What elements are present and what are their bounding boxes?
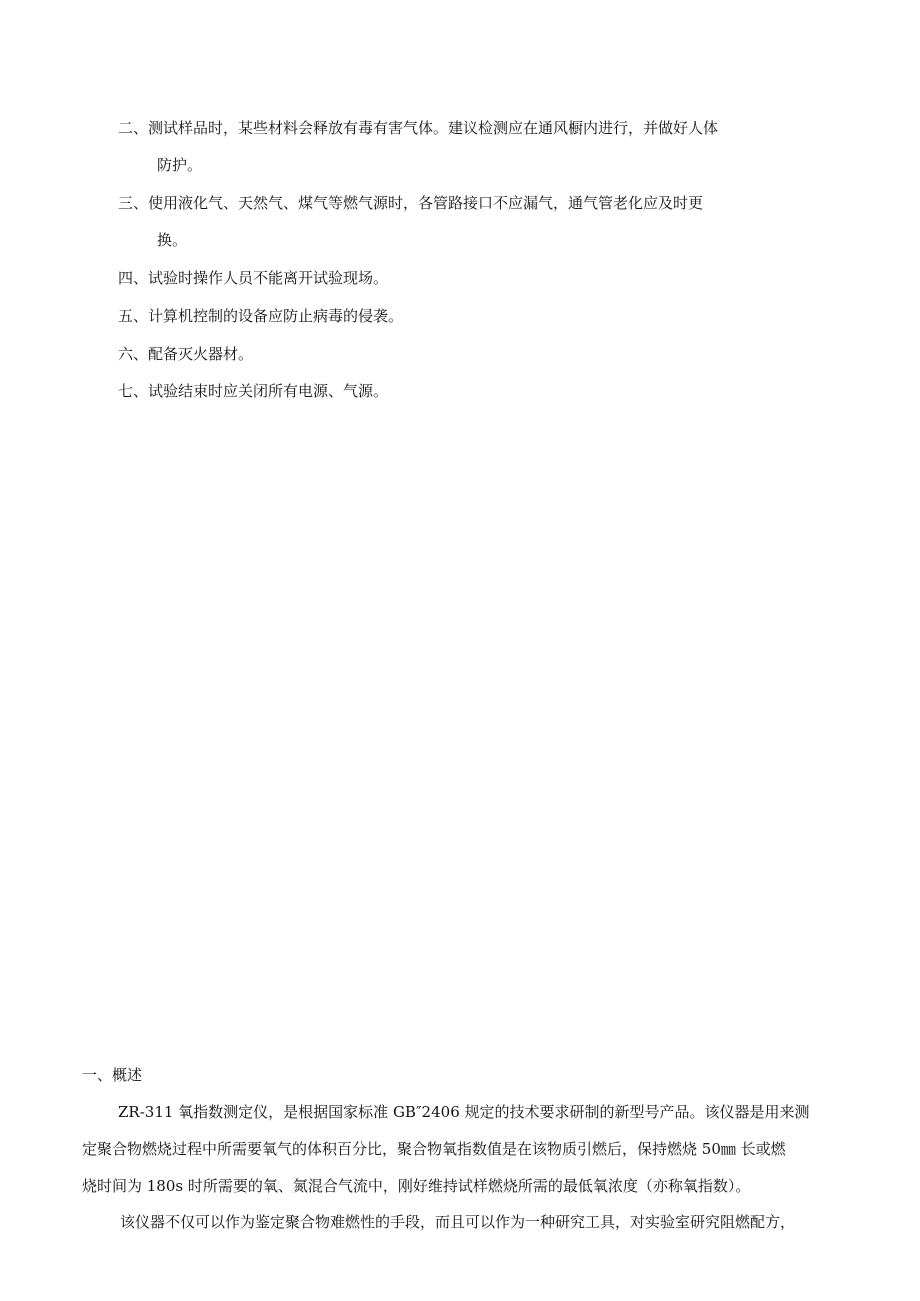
safety-item-3-line2: 换。 [157, 231, 188, 249]
safety-item-3-line1: 三、使用液化气、天然气、煤气等燃气源时，各管路接口不应漏气，通气管老化应及时更 [118, 194, 704, 212]
overview-p1-line2: 定聚合物燃烧过程中所需要氧气的体积百分比，聚合物氧指数值是在该物质引燃后，保持燃烧 50㎜ 长或燃 [82, 1140, 786, 1158]
safety-item-2-line1: 二、测试样品时，某些材料会释放有毒有害气体。建议检测应在通风橱内进行，并做好人体 [118, 119, 719, 137]
safety-item-6: 六、配备灭火器材。 [118, 345, 254, 363]
overview-p2-line1: 该仪器不仅可以作为鉴定聚合物难燃性的手段，而且可以作为一种研究工具，对实验室研究阻燃配方， [120, 1213, 796, 1231]
safety-item-7: 七、试验结束时应关闭所有电源、气源。 [118, 382, 389, 400]
overview-heading: 一、概述 [82, 1066, 143, 1084]
safety-item-4: 四、试验时操作人员不能离开试验现场。 [118, 269, 389, 287]
overview-p1-line3: 烧时间为 180s 时所需要的氧、氮混合气流中，刚好维持试样燃烧所需的最低氧浓度（亦称氧指数）。 [82, 1177, 751, 1195]
safety-item-5: 五、计算机控制的设备应防止病毒的侵袭。 [118, 307, 404, 325]
overview-p1-line1: ZR-311 氧指数测定仪，是根据国家标准 GB″2406 规定的技术要求研制的新型号产品。该仪器是用来测 [118, 1103, 810, 1121]
safety-item-2-line2: 防护。 [157, 156, 203, 174]
